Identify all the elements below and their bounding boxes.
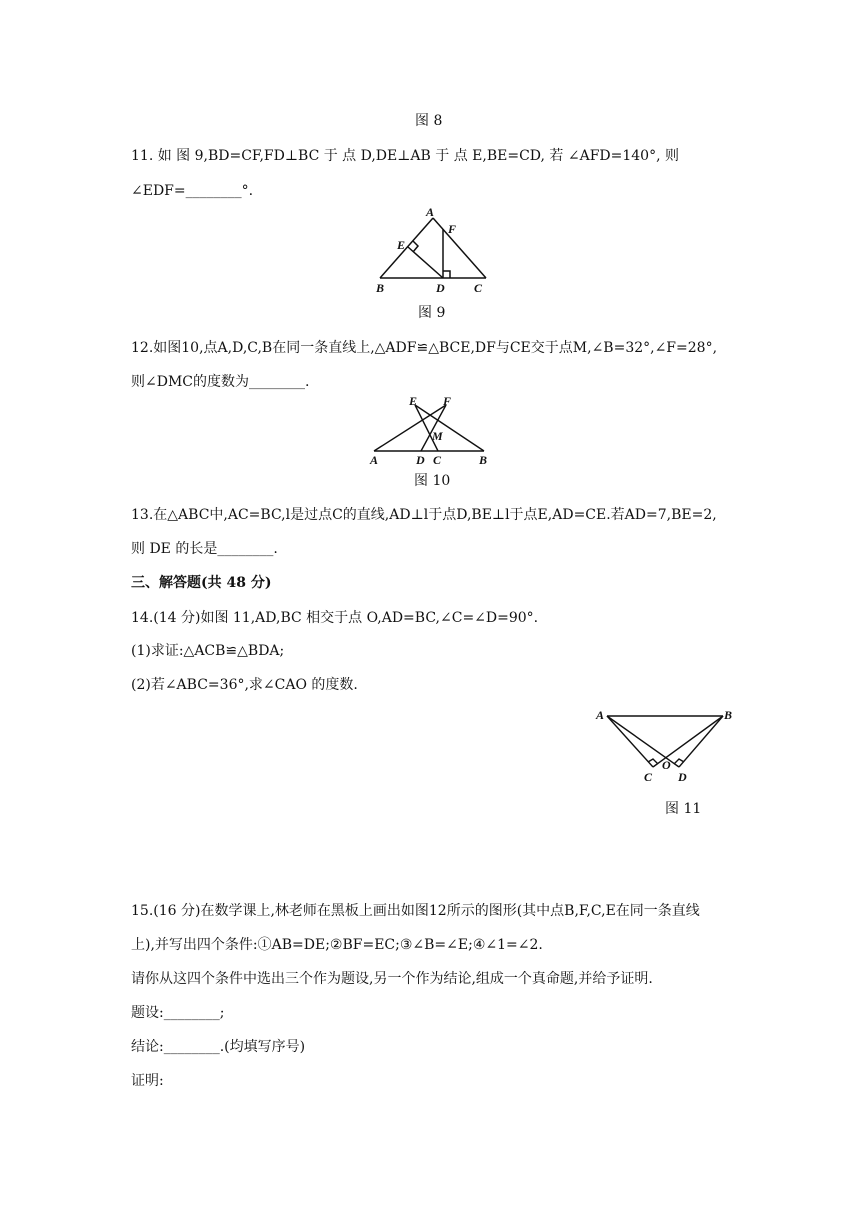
label-d: D bbox=[416, 453, 425, 467]
question-15-line-2: 上),并写出四个条件:①AB=DE;②BF=EC;③∠B=∠E;④∠1=∠2. bbox=[131, 937, 543, 953]
label-c: C bbox=[433, 453, 442, 467]
figure-9-caption: 图 9 bbox=[418, 305, 446, 321]
question-13-line-1: 13.在△ABC中,AC=BC,l是过点C的直线,AD⊥l于点D,BE⊥l于点E,AD=CE.若AD=7,BE=2, bbox=[131, 507, 717, 523]
label-e: E bbox=[397, 238, 406, 252]
label-b: B bbox=[479, 453, 488, 467]
label-f: F bbox=[448, 222, 457, 236]
question-14-part-1: (1)求证:△ACB≌△BDA; bbox=[131, 643, 285, 659]
question-11-line-2: ∠EDF=________°. bbox=[131, 183, 254, 199]
figure-11-diagram bbox=[593, 703, 743, 788]
question-14-line-1: 14.(14 分)如图 11,AD,BC 相交于点 O,AD=BC,∠C=∠D=90°. bbox=[131, 610, 539, 626]
segment-ab bbox=[380, 218, 433, 278]
label-c: C bbox=[474, 281, 483, 295]
segment-db bbox=[679, 716, 723, 767]
segment-ac bbox=[607, 716, 653, 767]
right-angle-mark-e bbox=[413, 241, 418, 252]
question-15-proof: 证明: bbox=[131, 1073, 164, 1089]
label-c: C bbox=[644, 770, 653, 784]
figure-9-diagram bbox=[370, 205, 510, 295]
section-3-heading: 三、解答题(共 48 分) bbox=[131, 575, 272, 591]
label-f: F bbox=[443, 394, 452, 408]
figure-11-caption: 图 11 bbox=[665, 801, 702, 817]
question-13-line-2: 则 DE 的长是________. bbox=[131, 541, 278, 557]
question-15-hypothesis: 题设:________; bbox=[131, 1005, 225, 1021]
figure-10-diagram bbox=[366, 394, 506, 469]
question-15-line-3: 请你从这四个条件中选出三个作为题设,另一个作为结论,组成一个真命题,并给予证明. bbox=[131, 971, 653, 987]
label-a: A bbox=[596, 708, 605, 722]
right-angle-mark-d bbox=[443, 271, 450, 278]
label-d: D bbox=[436, 281, 445, 295]
label-b: B bbox=[724, 708, 733, 722]
question-15-conclusion: 结论:________.(均填写序号) bbox=[131, 1039, 306, 1055]
label-o: O bbox=[662, 758, 671, 772]
question-12-line-2: 则∠DMC的度数为________. bbox=[131, 374, 310, 390]
question-11-line-1: 11. 如 图 9,BD=CF,FD⊥BC 于 点 D,DE⊥AB 于 点 E,BE=CD, 若 ∠AFD=140°, 则 bbox=[131, 148, 679, 164]
label-b: B bbox=[376, 281, 385, 295]
label-e: E bbox=[409, 394, 418, 408]
figure-8-caption: 图 8 bbox=[415, 113, 443, 129]
question-12-line-1: 12.如图10,点A,D,C,B在同一条直线上,△ADF≌△BCE,DF与CE交于点M,∠B=32°,∠F=28°, bbox=[131, 340, 718, 356]
question-15-line-1: 15.(16 分)在数学课上,林老师在黑板上画出如图12所示的图形(其中点B,F,C,E在同一条直线 bbox=[131, 903, 700, 919]
label-a: A bbox=[426, 205, 435, 219]
segment-ac bbox=[433, 218, 486, 278]
figure-10-caption: 图 10 bbox=[414, 473, 451, 489]
label-a: A bbox=[370, 453, 379, 467]
question-14-part-2: (2)若∠ABC=36°,求∠CAO 的度数. bbox=[131, 677, 358, 693]
label-m: M bbox=[432, 429, 443, 443]
label-d: D bbox=[678, 770, 687, 784]
